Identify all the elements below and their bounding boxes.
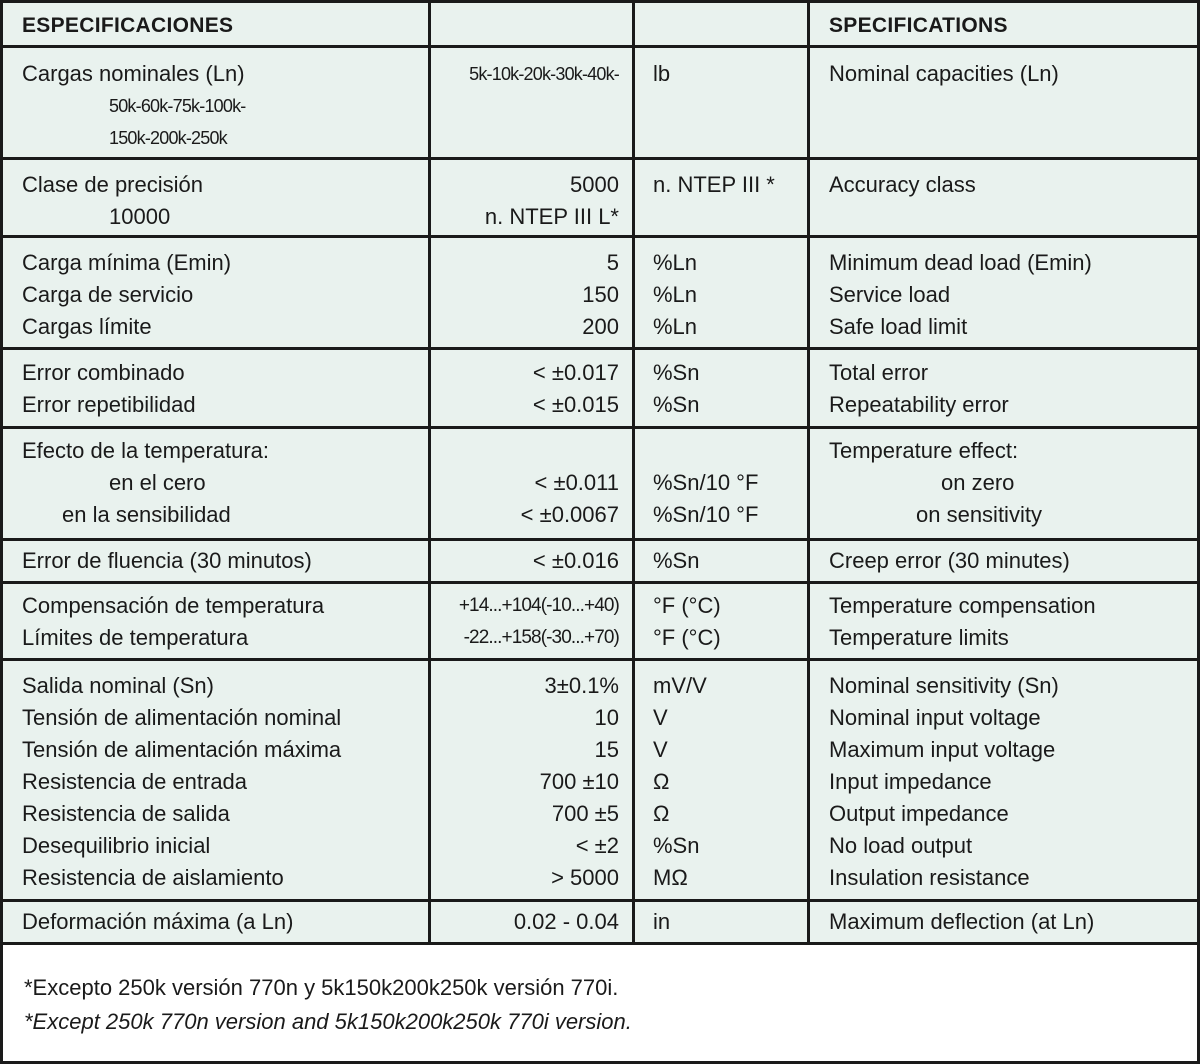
header-row bbox=[3, 3, 1197, 48]
deflection-unit-text: in bbox=[653, 909, 671, 934]
temperature-ranges-units bbox=[635, 584, 810, 658]
electrical-unit: mV/V bbox=[653, 673, 707, 698]
creep-en bbox=[810, 541, 1197, 581]
header-value-blank bbox=[431, 3, 635, 45]
electrical-label-es: Salida nominal (Sn) bbox=[22, 673, 214, 698]
electrical-value: 700 ±5 bbox=[551, 801, 619, 826]
load-value: 150 bbox=[582, 282, 619, 307]
temperature-zero-en: on zero bbox=[941, 470, 1015, 495]
deflection-en bbox=[810, 902, 1197, 942]
errors-en bbox=[810, 350, 1197, 426]
electrical-row bbox=[3, 661, 1197, 902]
electrical-label-en: Insulation resistance bbox=[829, 865, 1030, 890]
deflection-value-text: 0.02 - 0.04 bbox=[513, 909, 619, 934]
error-value: < ±0.017 bbox=[532, 360, 619, 385]
load-unit: %Ln bbox=[653, 250, 698, 275]
accuracy-value-1: 5000 bbox=[570, 172, 619, 197]
capacities-en bbox=[810, 48, 1197, 157]
electrical-values bbox=[431, 661, 635, 899]
accuracy-value bbox=[431, 160, 635, 235]
electrical-label-en: Output impedance bbox=[829, 801, 1009, 826]
temperature-effect-values bbox=[431, 429, 635, 538]
deflection-unit bbox=[635, 902, 810, 942]
electrical-label-en: Nominal input voltage bbox=[829, 705, 1041, 730]
footnote-en: *Except 250k 770n version and 5k150k200k250k 770i version. bbox=[24, 1009, 632, 1034]
load-label-es: Carga mínima (Emin) bbox=[22, 250, 232, 275]
temperature-range-unit: °F (°C) bbox=[653, 625, 721, 650]
accuracy-unit-text: n. NTEP III * bbox=[653, 172, 775, 197]
creep-value bbox=[431, 541, 635, 581]
electrical-en bbox=[810, 661, 1197, 899]
accuracy-row bbox=[3, 160, 1197, 238]
error-unit: %Sn bbox=[653, 392, 700, 417]
temperature-range-label-en: Temperature compensation bbox=[829, 593, 1096, 618]
electrical-label-es: Resistencia de entrada bbox=[22, 769, 248, 794]
temperature-zero-es: en el cero bbox=[109, 470, 206, 495]
load-value: 200 bbox=[582, 314, 619, 339]
electrical-label-es: Desequilibrio inicial bbox=[22, 833, 211, 858]
header-title-es: ESPECIFICACIONES bbox=[22, 14, 234, 37]
error-value: < ±0.015 bbox=[532, 392, 619, 417]
temperature-range-label-es: Compensación de temperatura bbox=[22, 593, 325, 618]
electrical-label-en: Nominal sensitivity (Sn) bbox=[829, 673, 1059, 698]
electrical-label-es: Tensión de alimentación nominal bbox=[22, 705, 342, 730]
capacities-row bbox=[3, 48, 1197, 160]
header-en bbox=[810, 3, 1197, 45]
creep-unit-text: %Sn bbox=[653, 548, 700, 573]
creep-unit bbox=[635, 541, 810, 581]
header-unit-blank bbox=[635, 3, 810, 45]
temperature-effect-row bbox=[3, 429, 1197, 541]
electrical-label-es: Resistencia de aislamiento bbox=[22, 865, 284, 890]
temperature-sensitivity-es: en la sensibilidad bbox=[62, 502, 231, 527]
electrical-label-es: Tensión de alimentación máxima bbox=[22, 737, 342, 762]
deflection-label-en: Maximum deflection (at Ln) bbox=[829, 909, 1095, 934]
electrical-es bbox=[3, 661, 431, 899]
loads-es bbox=[3, 238, 431, 347]
electrical-value: 10 bbox=[594, 705, 619, 730]
deflection-value bbox=[431, 902, 635, 942]
load-value: 5 bbox=[606, 250, 619, 275]
temperature-range-value: +14...+104(-10...+40) bbox=[458, 595, 619, 616]
electrical-label-en: Input impedance bbox=[829, 769, 992, 794]
deflection-label-es: Deformación máxima (a Ln) bbox=[22, 909, 294, 934]
errors-es bbox=[3, 350, 431, 426]
temperature-effect-label-en: Temperature effect: bbox=[829, 438, 1019, 463]
electrical-unit: %Sn bbox=[653, 833, 700, 858]
creep-row bbox=[3, 541, 1197, 584]
temperature-range-label-en: Temperature limits bbox=[829, 625, 1009, 650]
accuracy-en bbox=[810, 160, 1197, 235]
loads-row bbox=[3, 238, 1197, 350]
loads-values bbox=[431, 238, 635, 347]
temperature-zero-unit: %Sn/10 °F bbox=[653, 470, 759, 495]
error-unit: %Sn bbox=[653, 360, 700, 385]
temperature-ranges-row bbox=[3, 584, 1197, 661]
accuracy-label-en: Accuracy class bbox=[829, 172, 976, 197]
temperature-range-label-es: Límites de temperatura bbox=[22, 625, 249, 650]
footnote bbox=[3, 945, 1197, 1061]
creep-value-text: < ±0.016 bbox=[532, 548, 619, 573]
capacities-values-es-1: 50k-60k-75k-100k- bbox=[109, 96, 246, 116]
accuracy-sub-es: 10000 bbox=[109, 204, 171, 229]
temperature-range-unit: °F (°C) bbox=[653, 593, 721, 618]
accuracy-value-2: n. NTEP III L* bbox=[484, 204, 619, 229]
capacities-label-en: Nominal capacities (Ln) bbox=[829, 61, 1059, 86]
creep-label-es: Error de fluencia (30 minutos) bbox=[22, 548, 312, 573]
electrical-value: > 5000 bbox=[551, 865, 619, 890]
deflection-es bbox=[3, 902, 431, 942]
temperature-effect-es bbox=[3, 429, 431, 538]
accuracy-label-es: Clase de precisión bbox=[22, 172, 203, 197]
capacities-value-text: 5k-10k-20k-30k-40k- bbox=[469, 64, 619, 84]
header-title-en: SPECIFICATIONS bbox=[829, 14, 1008, 37]
electrical-unit: Ω bbox=[653, 769, 670, 794]
error-label-en: Total error bbox=[829, 360, 929, 385]
capacities-value bbox=[431, 48, 635, 157]
error-label-es: Error combinado bbox=[22, 360, 185, 385]
electrical-label-en: Maximum input voltage bbox=[829, 737, 1056, 762]
electrical-value: 3±0.1% bbox=[544, 673, 619, 698]
temperature-range-value: -22...+158(-30...+70) bbox=[463, 627, 619, 648]
electrical-value: < ±2 bbox=[575, 833, 619, 858]
deflection-row bbox=[3, 902, 1197, 945]
errors-values bbox=[431, 350, 635, 426]
electrical-units bbox=[635, 661, 810, 899]
electrical-unit: V bbox=[653, 737, 668, 762]
error-label-en: Repeatability error bbox=[829, 392, 1009, 417]
temperature-ranges-en bbox=[810, 584, 1197, 658]
capacities-values-es-2: 150k-200k-250k bbox=[109, 128, 227, 148]
capacities-label-es: Cargas nominales (Ln) bbox=[22, 61, 245, 86]
electrical-label-en: No load output bbox=[829, 833, 973, 858]
electrical-unit: V bbox=[653, 705, 668, 730]
creep-label-en: Creep error (30 minutes) bbox=[829, 548, 1070, 573]
temperature-zero-value: < ±0.011 bbox=[534, 470, 619, 495]
temperature-effect-units bbox=[635, 429, 810, 538]
header-es bbox=[3, 3, 431, 45]
temperature-ranges-values bbox=[431, 584, 635, 658]
capacities-es bbox=[3, 48, 431, 157]
temperature-sensitivity-unit: %Sn/10 °F bbox=[653, 502, 759, 527]
temperature-ranges-es bbox=[3, 584, 431, 658]
load-label-en: Service load bbox=[829, 282, 951, 307]
electrical-value: 700 ±10 bbox=[539, 769, 619, 794]
loads-units bbox=[635, 238, 810, 347]
load-unit: %Ln bbox=[653, 314, 698, 339]
temperature-effect-en bbox=[810, 429, 1197, 538]
accuracy-unit bbox=[635, 160, 810, 235]
errors-units bbox=[635, 350, 810, 426]
temperature-sensitivity-en: on sensitivity bbox=[916, 502, 1042, 527]
electrical-value: 15 bbox=[594, 737, 619, 762]
load-label-en: Minimum dead load (Emin) bbox=[829, 250, 1092, 275]
electrical-label-es: Resistencia de salida bbox=[22, 801, 230, 826]
errors-row bbox=[3, 350, 1197, 429]
electrical-unit: Ω bbox=[653, 801, 670, 826]
capacities-unit-text: lb bbox=[653, 61, 671, 86]
temperature-sensitivity-value: < ±0.0067 bbox=[520, 502, 619, 527]
loads-en bbox=[810, 238, 1197, 347]
load-label-es: Carga de servicio bbox=[22, 282, 194, 307]
load-label-en: Safe load limit bbox=[829, 314, 968, 339]
accuracy-es bbox=[3, 160, 431, 235]
electrical-unit: MΩ bbox=[653, 865, 688, 890]
error-label-es: Error repetibilidad bbox=[22, 392, 196, 417]
temperature-effect-label-es: Efecto de la temperatura: bbox=[22, 438, 270, 463]
load-unit: %Ln bbox=[653, 282, 698, 307]
capacities-unit bbox=[635, 48, 810, 157]
footnote-es: *Excepto 250k versión 770n y 5k150k200k250k versión 770i. bbox=[24, 975, 619, 1000]
creep-es bbox=[3, 541, 431, 581]
load-label-es: Cargas límite bbox=[22, 314, 152, 339]
